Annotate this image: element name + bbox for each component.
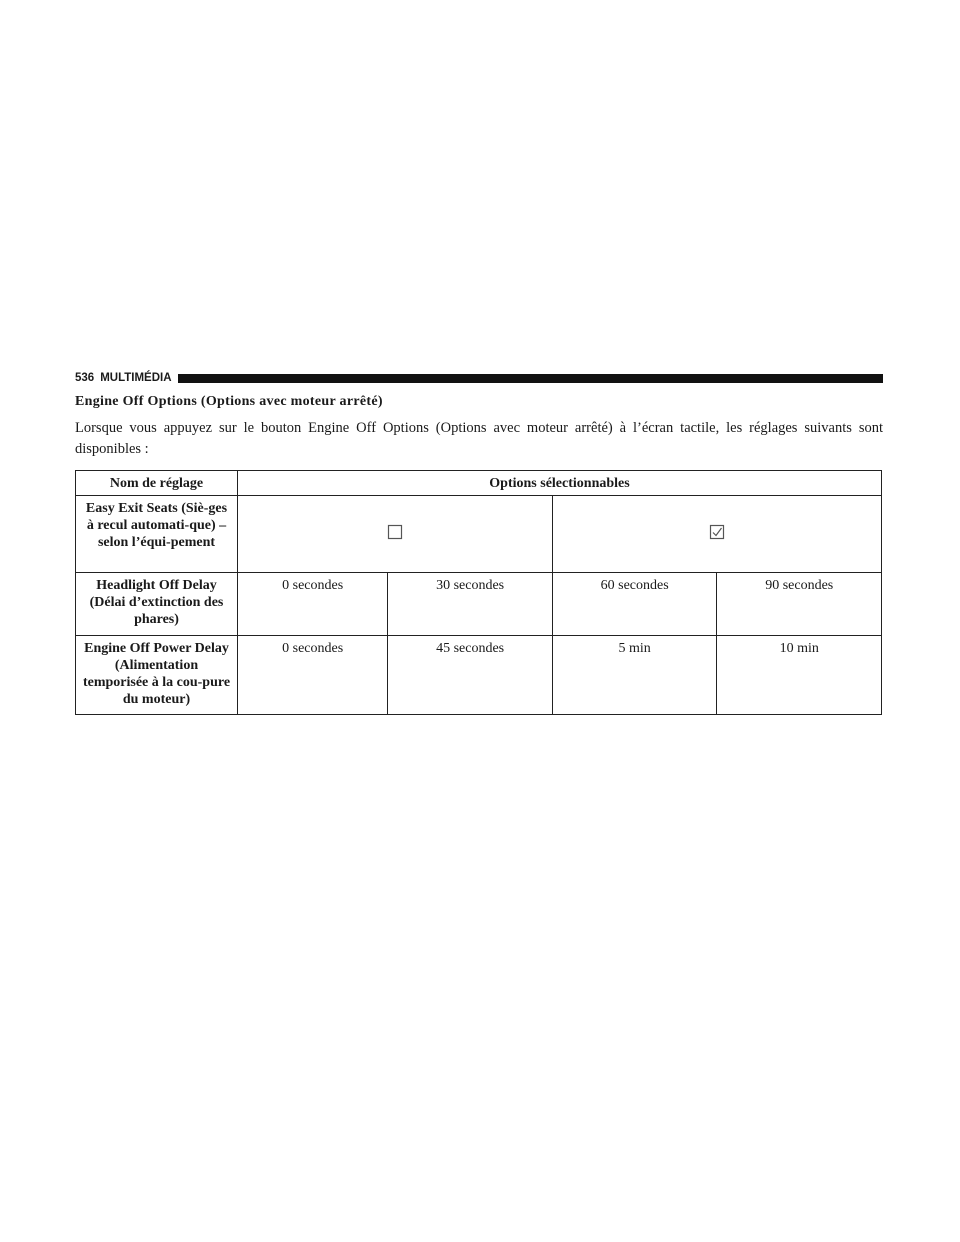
- section-heading: Engine Off Options (Options avec moteur arrêté): [75, 394, 383, 409]
- checked-box-icon: [709, 524, 725, 540]
- option-cell: 60 secondes: [552, 573, 717, 636]
- intro-paragraph: Lorsque vous appuyez sur le bouton Engine Off Options (Options avec moteur arrêté) à l’écran tactile, les réglages suivants sont disponibles :: [75, 420, 883, 457]
- header-setting-name: Nom de réglage: [76, 471, 238, 496]
- option-cell: 5 min: [552, 636, 717, 715]
- page-number: 536: [75, 372, 95, 384]
- option-cell: 90 secondes: [717, 573, 882, 636]
- option-cell: 0 secondes: [238, 636, 388, 715]
- option-cell: 45 secondes: [388, 636, 553, 715]
- table-row: [76, 496, 882, 573]
- table-header-row: [76, 471, 882, 496]
- header-rule: [178, 374, 883, 383]
- setting-name: Engine Off Power Delay (Alimentation temporisée à la cou-pure du moteur): [76, 636, 238, 715]
- page-header: [75, 370, 883, 386]
- option-cell: 0 secondes: [238, 573, 388, 636]
- table-row: [76, 573, 882, 636]
- unchecked-box-icon: [387, 524, 403, 540]
- settings-table: [75, 470, 882, 715]
- header-options: Options sélectionnables: [238, 471, 882, 496]
- option-cell: 30 secondes: [388, 573, 553, 636]
- option-cell: [238, 496, 553, 573]
- setting-name: Headlight Off Delay (Délai d’extinction des phares): [76, 573, 238, 636]
- option-cell: [552, 496, 881, 573]
- table-row: [76, 636, 882, 715]
- option-cell: 10 min: [717, 636, 882, 715]
- section-label: MULTIMÉDIA: [100, 372, 172, 384]
- setting-name: Easy Exit Seats (Siè-ges à recul automati-que) – selon l’équi-pement: [76, 496, 238, 573]
